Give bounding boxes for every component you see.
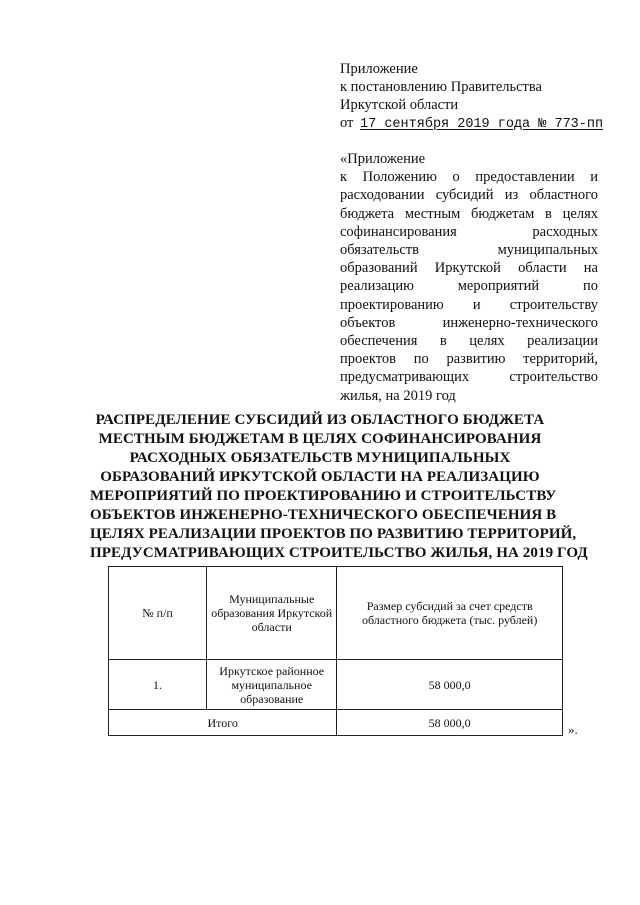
total-label: Итого: [109, 710, 337, 736]
annex-title: «Приложение: [340, 151, 426, 167]
total-amount: 58 000,0: [337, 710, 563, 736]
header-municipality: Муниципальные образования Иркутской области: [207, 567, 337, 660]
cell-municipality: Иркутское районное муниципальное образование: [207, 660, 337, 710]
table-header-row: [109, 567, 563, 660]
cell-num: 1.: [109, 660, 207, 710]
cell-amount: 58 000,0: [337, 660, 563, 710]
subsidy-table: [108, 566, 563, 736]
title-line: МЕРОПРИЯТИЙ ПО ПРОЕКТИРОВАНИЮ И СТРОИТЕЛЬСТВУ: [90, 488, 557, 504]
annex-text: к Положению о предоставлении и расходовании субсидий из областного бюджета местным бюджетам в целях софинансирования расходных обязательств муниципальных образований Иркутской области на реализацию мероприятий по проектированию и строительству объектов инженерно-технического обеспечения в целях реализации проектов по развитию территорий, предусматривающих строительство жилья, на 2019 год: [340, 169, 598, 404]
header-line-decree: к постановлению Правительства: [340, 79, 542, 95]
header-num: № п/п: [109, 567, 207, 660]
title-line: ОБЪЕКТОВ ИНЖЕНЕРНО-ТЕХНИЧЕСКОГО ОБЕСПЕЧЕНИЯ В: [90, 507, 557, 523]
title-line: ОБРАЗОВАНИЙ ИРКУТСКОЙ ОБЛАСТИ НА РЕАЛИЗАЦИЮ: [100, 469, 540, 485]
table-total-row: [109, 710, 563, 736]
table-row: [109, 660, 563, 710]
date-prefix: от: [340, 115, 354, 131]
title-line: МЕСТНЫМ БЮДЖЕТАМ В ЦЕЛЯХ СОФИНАНСИРОВАНИЯ: [98, 431, 542, 447]
closing-quote: ».: [568, 722, 578, 737]
annex-reference: [340, 150, 598, 405]
approval-header: [340, 60, 602, 134]
header-amount: Размер субсидий за счет средств областного бюджета (тыс. рублей): [337, 567, 563, 660]
header-date-line: [340, 114, 602, 134]
title-line: ПРЕДУСМАТРИВАЮЩИХ СТРОИТЕЛЬСТВО ЖИЛЬЯ, НА 2019 ГОД: [90, 545, 588, 561]
document-title: [90, 411, 588, 563]
decree-date-number: 17 сентября 2019 года № 773-пп: [360, 117, 604, 132]
header-line-region: Иркутской области: [340, 97, 459, 113]
title-line: РАСХОДНЫХ ОБЯЗАТЕЛЬСТВ МУНИЦИПАЛЬНЫХ: [129, 450, 511, 466]
header-line-annex: Приложение: [340, 61, 418, 77]
title-line: РАСПРЕДЕЛЕНИЕ СУБСИДИЙ ИЗ ОБЛАСТНОГО БЮДЖЕТА: [95, 412, 545, 428]
title-line: ЦЕЛЯХ РЕАЛИЗАЦИИ ПРОЕКТОВ ПО РАЗВИТИЮ ТЕРРИТОРИЙ,: [90, 526, 577, 542]
